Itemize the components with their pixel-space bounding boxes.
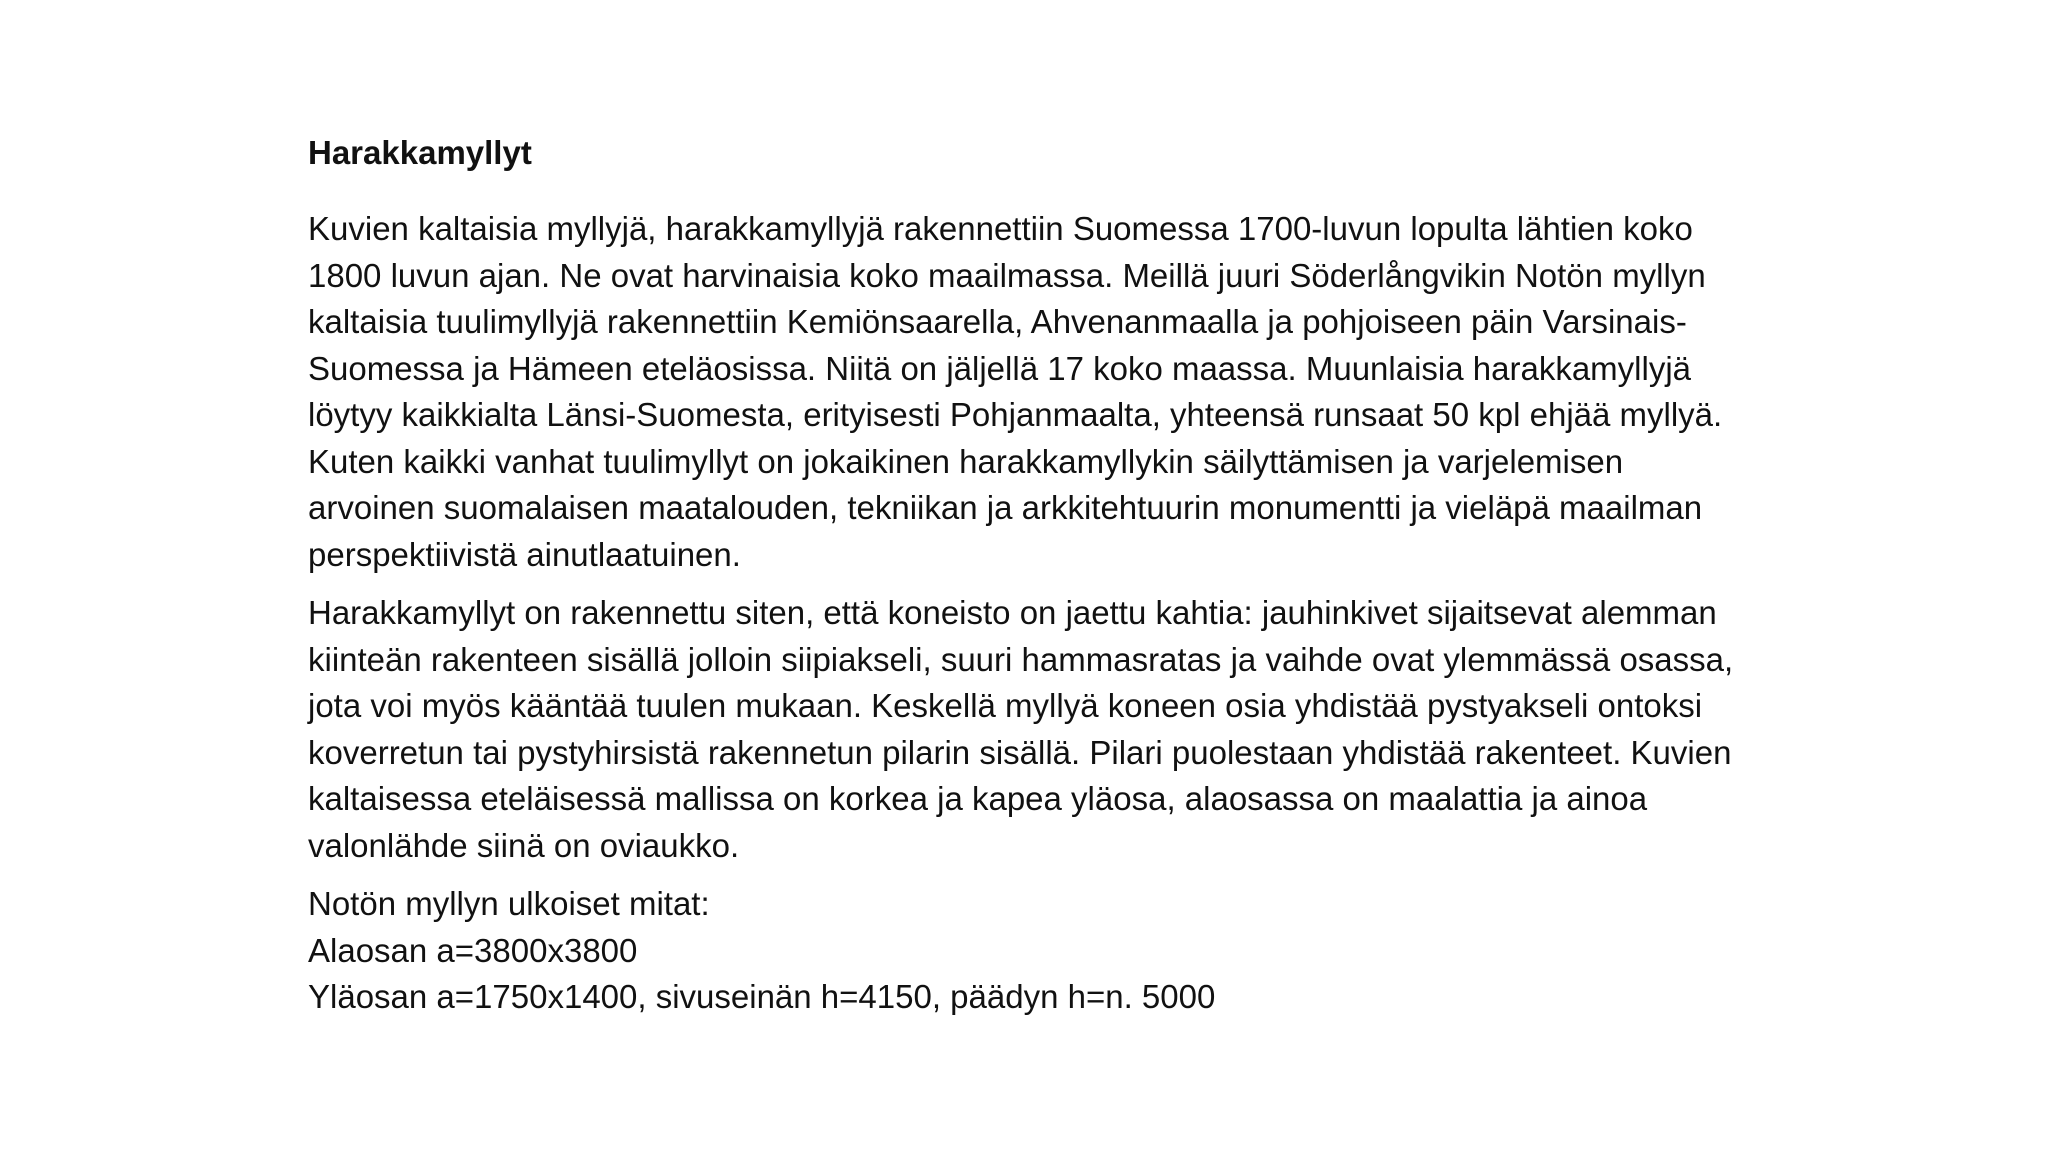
- slide-content: [308, 130, 1868, 1033]
- text-line: Kuvien kaltaisia myllyjä, harakkamyllyjä rakennettiin Suomessa 1700-luvun lopulta lähtien koko: [308, 210, 1693, 247]
- paragraph-structure: [308, 590, 1868, 869]
- text-line: Notön myllyn ulkoiset mitat:: [308, 885, 710, 922]
- text-line: perspektiivistä ainutlaatuinen.: [308, 535, 741, 573]
- text-line: Kuten kaikki vanhat tuulimyllyt on jokaikinen harakkamyllykin säilyttämisen ja varjelemisen: [308, 442, 1624, 480]
- text-line: löytyy kaikkialta Länsi-Suomesta, erityisesti Pohjanmaalta, yhteensä runsaat 50 kpl ehjää myllyä.: [308, 396, 1723, 433]
- text-line: jota voi myös kääntää tuulen mukaan. Keskellä myllyä koneen osia yhdistää pystyakseli ontoksi: [308, 687, 1703, 724]
- text-line: kaltaisessa eteläisessä mallissa on korkea ja kapea yläosa, alaosassa on maalattia ja ainoa: [308, 780, 1648, 817]
- text-line: kaltaisia tuulimyllyjä rakennettiin Kemiönsaarella, Ahvenanmaalla ja pohjoiseen päin Varsinais-: [308, 303, 1687, 340]
- text-line: Alaosan a=3800x3800: [308, 931, 638, 969]
- text-line: valonlähde siinä on oviaukko.: [308, 826, 740, 864]
- text-line: Yläosan a=1750x1400, sivuseinän h=4150, päädyn h=n. 5000: [308, 978, 1216, 1015]
- text-line: 1800 luvun ajan. Ne ovat harvinaisia koko maailmassa. Meillä juuri Söderlångvikin Notön myllyn: [308, 256, 1706, 294]
- paragraph-dimensions: [308, 881, 1868, 1021]
- paragraph-history: [308, 206, 1868, 578]
- document-title: Harakkamyllyt: [308, 134, 532, 171]
- text-line: Suomessa ja Hämeen eteläosissa. Niitä on jäljellä 17 koko maassa. Muunlaisia harakkamyllyjä: [308, 349, 1692, 387]
- text-line: arvoinen suomalaisen maatalouden, tekniikan ja arkkitehtuurin monumentti ja vieläpä maailman: [308, 489, 1703, 526]
- text-line: kiinteän rakenteen sisällä jolloin siipiakseli, suuri hammasratas ja vaihde ovat ylemmässä osassa,: [308, 640, 1734, 678]
- text-line: Harakkamyllyt on rakennettu siten, että koneisto on jaettu kahtia: jauhinkivet sijaitsevat alemman: [308, 594, 1717, 631]
- text-line: koverretun tai pystyhirsistä rakennetun pilarin sisällä. Pilari puolestaan yhdistää rakenteet. Kuvien: [308, 733, 1732, 771]
